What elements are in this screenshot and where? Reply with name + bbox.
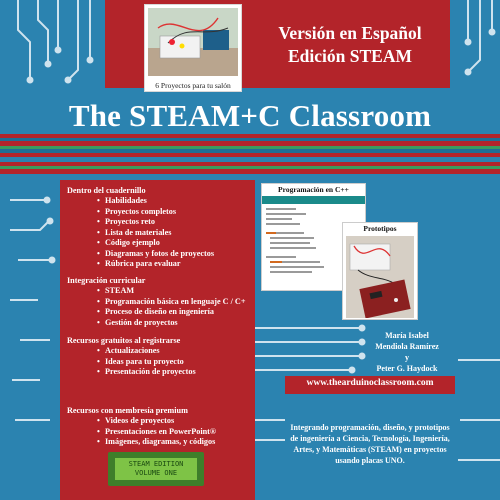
book-description: Integrando programación, diseño, y prototipos de ingeniería a Ciencia, Tecnología, Ingeniería, Artes, y Matemáticas (STEAM) en proyectos usando placas UNO. bbox=[290, 423, 450, 465]
list-item: • Rúbrica para evaluar bbox=[67, 259, 214, 270]
list-item: • Videos de proyectos bbox=[67, 416, 216, 427]
prototype-title: Prototipos bbox=[363, 224, 397, 233]
section-heading: Recursos gratuitos al registrarse bbox=[67, 336, 181, 345]
list-item: • Actualizaciones bbox=[67, 346, 196, 357]
lcd-line-2: VOLUME ONE bbox=[134, 469, 178, 477]
section-heading: Dentro del cuadernillo bbox=[67, 186, 146, 195]
section-free-resources bbox=[67, 336, 196, 378]
lcd-display bbox=[108, 452, 204, 486]
list-item: • Lista de materiales bbox=[67, 228, 214, 239]
list-item: • Presentación de proyectos bbox=[67, 367, 196, 378]
author-2: Mendiola Ramírez bbox=[375, 342, 439, 351]
edition-heading bbox=[250, 22, 450, 68]
top-photo bbox=[144, 4, 242, 92]
authors bbox=[362, 330, 452, 374]
list-item: • Presentaciones en PowerPoint® bbox=[67, 427, 216, 438]
lcd-line-1: STEAM EDITION bbox=[128, 460, 184, 468]
list-item: • Ideas para tu proyecto bbox=[67, 357, 196, 368]
author-1: María Isabel bbox=[385, 331, 429, 340]
breadboard-photo-image bbox=[148, 8, 238, 76]
arduino-board-image bbox=[346, 236, 414, 318]
list-item: • Programación básica en lenguaje C / C+ bbox=[67, 297, 246, 308]
list-item: • Gestión de proyectos bbox=[67, 318, 246, 329]
section-list bbox=[67, 286, 246, 328]
steam-edition-text: Edición STEAM bbox=[288, 46, 412, 66]
list-item: • Proyectos completos bbox=[67, 207, 214, 218]
list-item: • Proyectos reto bbox=[67, 217, 214, 228]
photo-caption: 6 Proyectos para tu salón bbox=[155, 81, 231, 90]
book-title: The STEAM+C Classroom bbox=[68, 98, 432, 133]
list-item: • Imágenes, diagramas, y códigos bbox=[67, 437, 216, 448]
color-stripes bbox=[0, 134, 500, 174]
list-item: • Proceso de diseño en ingeniería bbox=[67, 307, 246, 318]
author-conjunction: y bbox=[405, 353, 409, 362]
spanish-version-text: Versión en Español bbox=[278, 23, 422, 43]
section-premium bbox=[67, 406, 216, 448]
section-heading: Recursos con membresía premium bbox=[67, 406, 188, 415]
list-item: • Habilidades bbox=[67, 196, 214, 207]
section-list bbox=[67, 196, 214, 270]
list-item: • STEAM bbox=[67, 286, 246, 297]
prototype-screenshot bbox=[342, 222, 418, 320]
website-url: www.thearduinoclassroom.com bbox=[306, 378, 434, 388]
list-item: • Código ejemplo bbox=[67, 238, 214, 249]
section-inside bbox=[67, 186, 214, 270]
list-item: • Diagramas y fotos de proyectos bbox=[67, 249, 214, 260]
lcd-screen bbox=[115, 458, 197, 480]
section-list bbox=[67, 416, 216, 448]
ide-toolbar bbox=[262, 196, 365, 204]
author-3: Peter G. Haydock bbox=[376, 364, 438, 373]
section-curriculum bbox=[67, 276, 246, 328]
code-window-title: Programación en C++ bbox=[278, 185, 349, 194]
section-list bbox=[67, 346, 196, 378]
section-heading: Integración curricular bbox=[67, 276, 146, 285]
